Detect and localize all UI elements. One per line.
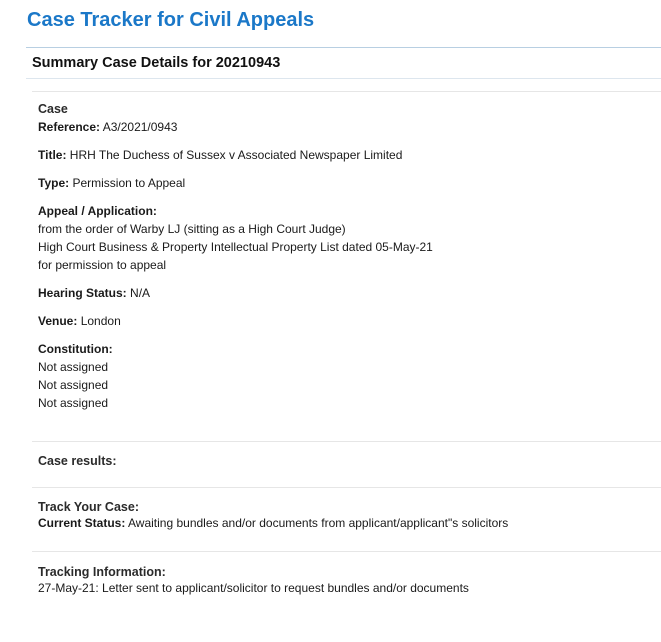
type-value: Permission to Appeal	[72, 176, 186, 190]
divider	[32, 487, 661, 488]
case-section-label: Case	[38, 102, 68, 116]
current-status-row	[38, 514, 508, 532]
appeal-application-line: for permission to appeal	[38, 258, 167, 272]
divider	[32, 551, 661, 552]
case-results-label: Case results:	[38, 454, 117, 468]
constitution-line: Not assigned	[38, 378, 109, 392]
venue-label: Venue:	[38, 314, 78, 328]
track-your-case-label: Track Your Case:	[38, 500, 139, 514]
reference-row	[38, 118, 177, 136]
appeal-application-label: Appeal / Application:	[38, 204, 157, 218]
tracking-entry: 27-May-21: Letter sent to applicant/solicitor to request bundles and/or documents	[38, 581, 469, 595]
reference-value: A3/2021/0943	[102, 120, 178, 134]
page-title: Case Tracker for Civil Appeals	[27, 9, 315, 31]
reference-label: Reference:	[38, 120, 101, 134]
hearing-status-value: N/A	[130, 286, 151, 300]
hearing-status-row	[38, 284, 150, 302]
constitution-label: Constitution:	[38, 342, 113, 356]
appeal-application-line: from the order of Warby LJ (sitting as a High Court Judge)	[38, 222, 346, 236]
type-row	[38, 174, 185, 192]
constitution-line: Not assigned	[38, 396, 109, 410]
current-status-label: Current Status:	[38, 516, 126, 530]
summary-header	[26, 47, 661, 79]
tracking-information-label: Tracking Information:	[38, 565, 166, 579]
summary-heading: Summary Case Details for 20210943	[32, 55, 281, 71]
appeal-application-line: High Court Business & Property Intellectual Property List dated 05-May-21	[38, 240, 433, 254]
constitution-line: Not assigned	[38, 360, 109, 374]
hearing-status-label: Hearing Status:	[38, 286, 127, 300]
type-label: Type:	[38, 176, 70, 190]
title-row	[38, 146, 402, 164]
divider	[32, 441, 661, 442]
title-value: HRH The Duchess of Sussex v Associated Newspaper Limited	[69, 148, 403, 162]
venue-value: London	[80, 314, 121, 328]
venue-row	[38, 312, 121, 330]
title-label: Title:	[38, 148, 67, 162]
divider	[32, 91, 661, 92]
current-status-value: Awaiting bundles and/or documents from applicant/applicant"s solicitors	[128, 516, 509, 530]
